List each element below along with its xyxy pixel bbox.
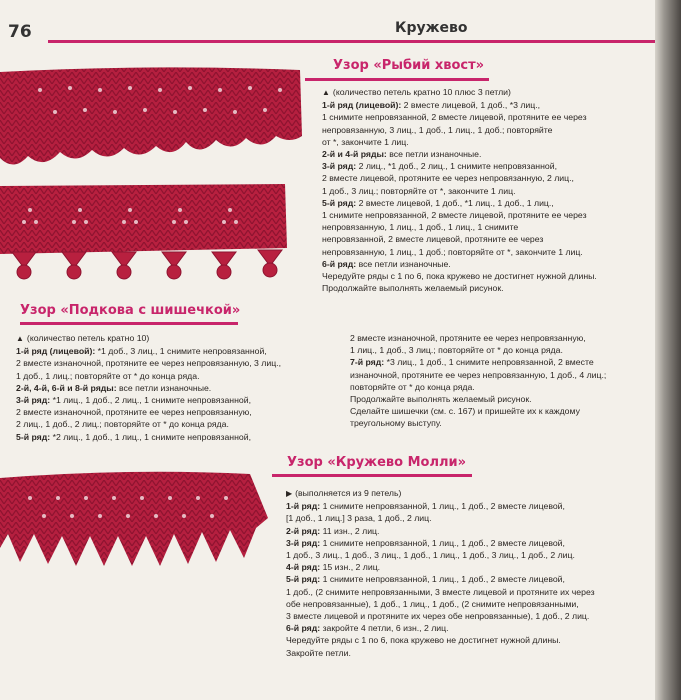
row-text: 2 вместе лицевой, протяните ее через непровязанную, 2 лиц., bbox=[322, 173, 574, 184]
instruction-line bbox=[16, 418, 338, 430]
horseshoe-lace-image bbox=[0, 182, 290, 287]
row-text: непровязанной, 2 вместе лицевой, протяните ее через bbox=[322, 234, 544, 245]
row-text: 15 изн., 2 лиц. bbox=[320, 562, 381, 573]
molly-instructions bbox=[286, 487, 651, 659]
instruction-line bbox=[16, 382, 338, 394]
triangle-icon: ▲ bbox=[322, 88, 330, 97]
instruction-line bbox=[350, 417, 650, 429]
row-text: повторяйте от * до конца ряда. bbox=[350, 381, 475, 392]
play-icon: ▶ bbox=[286, 489, 293, 498]
instruction-line bbox=[322, 282, 652, 294]
fishtail-lace-image bbox=[0, 66, 305, 174]
row-text: 1 доб., 1 лиц.; повторяйте от * до конца ряда. bbox=[16, 370, 200, 381]
instruction-line bbox=[322, 124, 652, 136]
molly-lace-image bbox=[0, 468, 272, 576]
row-text: *3 лиц., 1 доб., 1 снимите непровязанной, 2 вместе bbox=[384, 357, 594, 368]
instruction-line bbox=[322, 172, 652, 184]
row-text: 1 лиц., 1 доб., 3 лиц.; повторяйте от * до конца ряда. bbox=[350, 345, 563, 356]
row-text: 1 снимите непровязанной, 2 вместе лицевой, протяните ее через bbox=[322, 210, 587, 221]
row-label: 4-й ряд: bbox=[286, 562, 321, 573]
row-label: 6-й ряд: bbox=[286, 623, 321, 634]
instruction-line bbox=[286, 610, 651, 622]
row-text: 3 вместе лицевой и протяните их через обе непровязанные), 1 доб., 2 лиц. bbox=[286, 611, 590, 622]
horseshoe-title-rule bbox=[20, 322, 238, 325]
instruction-line bbox=[322, 185, 652, 197]
row-text: 1 снимите непровязанной, 1 лиц., 1 доб., 2 вместе лицевой, bbox=[320, 574, 565, 585]
instruction-line bbox=[350, 405, 650, 417]
instruction-line bbox=[322, 136, 652, 148]
row-text: Продолжайте выполнять желаемый рисунок. bbox=[350, 394, 532, 405]
row-text: 1 снимите непровязанной, 2 вместе лицевой, протяните ее через bbox=[322, 112, 587, 123]
header-rule bbox=[48, 40, 655, 43]
molly-rows bbox=[286, 500, 651, 659]
row-label: 2-й, 4-й, 6-й и 8-й ряды: bbox=[16, 382, 117, 393]
row-label: 2-й и 4-й ряды: bbox=[322, 149, 387, 160]
instruction-line bbox=[322, 197, 652, 209]
row-text: 1 доб., (2 снимите непровязанными, 3 вместе лицевой и протяните их через bbox=[286, 586, 595, 597]
row-text: треугольному выступу. bbox=[350, 418, 442, 429]
instruction-line bbox=[322, 233, 652, 245]
section-title: Кружево bbox=[395, 20, 468, 36]
row-text: 2 вместе лицевой, 1 доб., *1 лиц., 1 доб., 1 лиц., bbox=[356, 197, 554, 208]
instruction-line bbox=[286, 586, 651, 598]
molly-intro: ▶ (выполняется из 9 петель) bbox=[286, 488, 402, 498]
row-label: 6-й ряд: bbox=[322, 258, 357, 269]
horseshoe-instructions-left bbox=[16, 332, 338, 443]
row-text: *1 лиц., 1 доб., 2 лиц., 1 снимите непровязанной, bbox=[50, 395, 251, 406]
fishtail-instructions bbox=[322, 86, 652, 294]
instruction-line bbox=[322, 160, 652, 172]
instruction-line bbox=[16, 370, 338, 382]
instruction-line bbox=[322, 246, 652, 258]
row-label: 3-й ряд: bbox=[286, 537, 321, 548]
fishtail-rows bbox=[322, 99, 652, 294]
row-text: 1 доб., 3 лиц.; повторяйте от *, закончите 1 лиц. bbox=[322, 185, 516, 196]
molly-title: Узор «Кружево Молли» bbox=[287, 455, 466, 470]
row-text: непровязанную, 1 лиц., 1 доб., 1 лиц., 1 снимите bbox=[322, 222, 519, 233]
horseshoe-intro: ▲ (количество петель кратно 10) bbox=[16, 333, 150, 343]
instruction-line bbox=[286, 549, 651, 561]
instruction-line bbox=[286, 598, 651, 610]
row-text: *1 доб., 3 лиц., 1 снимите непровязанной, bbox=[95, 346, 267, 357]
instruction-line bbox=[16, 394, 338, 406]
instruction-line bbox=[286, 537, 651, 549]
instruction-line bbox=[286, 573, 651, 585]
instruction-line bbox=[16, 406, 338, 418]
row-label: 5-й ряд: bbox=[286, 574, 321, 585]
row-text: обе непровязанные), 1 доб., 1 лиц., 1 доб., (2 снимите непровязанными, bbox=[286, 598, 579, 609]
row-text: *2 лиц., 1 доб., 1 лиц., 1 снимите непровязанной, bbox=[50, 431, 251, 442]
row-text: 11 изн., 2 лиц. bbox=[320, 525, 380, 536]
instruction-line bbox=[350, 356, 650, 368]
fishtail-intro: ▲ (количество петель кратно 10 плюс 3 петли) bbox=[322, 87, 511, 97]
instruction-line bbox=[350, 381, 650, 393]
instruction-line bbox=[322, 221, 652, 233]
row-text: непровязанную, 1 лиц., 1 доб.; повторяйте от *, закончите 1 лиц. bbox=[322, 246, 583, 257]
instruction-line bbox=[286, 500, 651, 512]
row-text: Чередуйте ряды с 1 по 6, пока кружево не достигнет нужной длины. bbox=[286, 635, 561, 646]
instruction-line bbox=[322, 99, 652, 111]
row-label: 1-й ряд (лицевой): bbox=[322, 100, 402, 111]
horseshoe-rows-right bbox=[350, 332, 650, 430]
instruction-line bbox=[322, 270, 652, 282]
instruction-line bbox=[286, 634, 651, 646]
instruction-line bbox=[286, 622, 651, 634]
row-label: 5-й ряд: bbox=[16, 431, 51, 442]
row-text: [1 доб., 1 лиц.] 3 раза, 1 доб., 2 лиц. bbox=[286, 513, 432, 524]
instruction-line bbox=[286, 525, 651, 537]
row-text: 2 вместе изнаночной, протяните ее через непровязанную, bbox=[350, 333, 586, 343]
row-text: от *, закончите 1 лиц. bbox=[322, 136, 409, 147]
row-text: Сделайте шишечки (см. с. 167) и пришейте их к каждому bbox=[350, 406, 580, 417]
molly-lace-photo bbox=[0, 468, 272, 576]
row-text: 1 доб., 3 лиц., 1 доб., 3 лиц., 1 доб., 1 лиц., 1 доб., 3 лиц., 1 доб., 2 лиц. bbox=[286, 550, 575, 561]
row-text: все петли изнаночные. bbox=[356, 258, 451, 269]
row-label: 1-й ряд (лицевой): bbox=[16, 346, 96, 357]
row-text: 1 снимите непровязанной, 1 лиц., 1 доб., 2 вместе лицевой, bbox=[320, 537, 565, 548]
row-text: все петли изнаночные. bbox=[386, 149, 482, 160]
row-text: все петли изнаночные. bbox=[116, 382, 212, 393]
instruction-line bbox=[322, 209, 652, 221]
instruction-line bbox=[16, 431, 338, 443]
page-number: 76 bbox=[8, 22, 32, 42]
triangle-icon: ▲ bbox=[16, 334, 24, 343]
fishtail-title: Узор «Рыбий хвост» bbox=[333, 58, 485, 73]
row-text: непровязанную, 3 лиц., 1 доб., 1 лиц., 1 доб.; повторяйте bbox=[322, 124, 553, 135]
instruction-line bbox=[16, 345, 338, 357]
instruction-line bbox=[322, 111, 652, 123]
row-text: 1 снимите непровязанной, 1 лиц., 1 доб., 2 вместе лицевой, bbox=[320, 501, 565, 512]
row-text: закройте 4 петли, 6 изн., 2 лиц. bbox=[320, 623, 449, 634]
instruction-line bbox=[286, 561, 651, 573]
row-label: 3-й ряд: bbox=[322, 161, 357, 172]
row-text: 2 лиц., 1 доб., 2 лиц.; повторяйте от * до конца ряда. bbox=[16, 419, 229, 430]
fishtail-lace-photo bbox=[0, 66, 305, 174]
instruction-line bbox=[286, 647, 651, 659]
instruction-line bbox=[350, 344, 650, 356]
instruction-line bbox=[16, 357, 338, 369]
row-text: изнаночной, протяните ее через непровязанную, 1 доб., 4 лиц.; bbox=[350, 369, 607, 380]
row-label: 7-й ряд: bbox=[350, 357, 385, 368]
horseshoe-title: Узор «Подкова с шишечкой» bbox=[20, 303, 241, 318]
row-text: 2 лиц., *1 доб., 2 лиц., 1 снимите непровязанной, bbox=[356, 161, 557, 172]
instruction-line bbox=[286, 512, 651, 524]
horseshoe-lace-photo bbox=[0, 182, 290, 287]
instruction-line bbox=[350, 332, 650, 344]
molly-title-rule bbox=[272, 474, 472, 477]
instruction-line bbox=[350, 393, 650, 405]
horseshoe-instructions-right bbox=[350, 332, 650, 430]
instruction-line bbox=[322, 148, 652, 160]
row-text: 2 вместе изнаночной, протяните ее через непровязанную, 3 лиц., bbox=[16, 358, 282, 369]
row-text: Продолжайте выполнять желаемый рисунок. bbox=[322, 283, 504, 294]
instruction-line bbox=[350, 369, 650, 381]
row-label: 3-й ряд: bbox=[16, 395, 51, 406]
horseshoe-rows-left bbox=[16, 345, 338, 443]
row-text: Закройте петли. bbox=[286, 647, 351, 658]
row-label: 5-й ряд: bbox=[322, 197, 357, 208]
row-label: 1-й ряд: bbox=[286, 501, 321, 512]
row-label: 2-й ряд: bbox=[286, 525, 321, 536]
book-spine bbox=[655, 0, 681, 700]
row-text: 2 вместе лицевой, 1 доб., *3 лиц., bbox=[401, 100, 541, 111]
fishtail-title-rule bbox=[305, 78, 489, 81]
row-text: 2 вместе изнаночной, протяните ее через непровязанную, bbox=[16, 407, 252, 418]
row-text: Чередуйте ряды с 1 по 6, пока кружево не достигнет нужной длины. bbox=[322, 271, 597, 282]
instruction-line bbox=[322, 258, 652, 270]
